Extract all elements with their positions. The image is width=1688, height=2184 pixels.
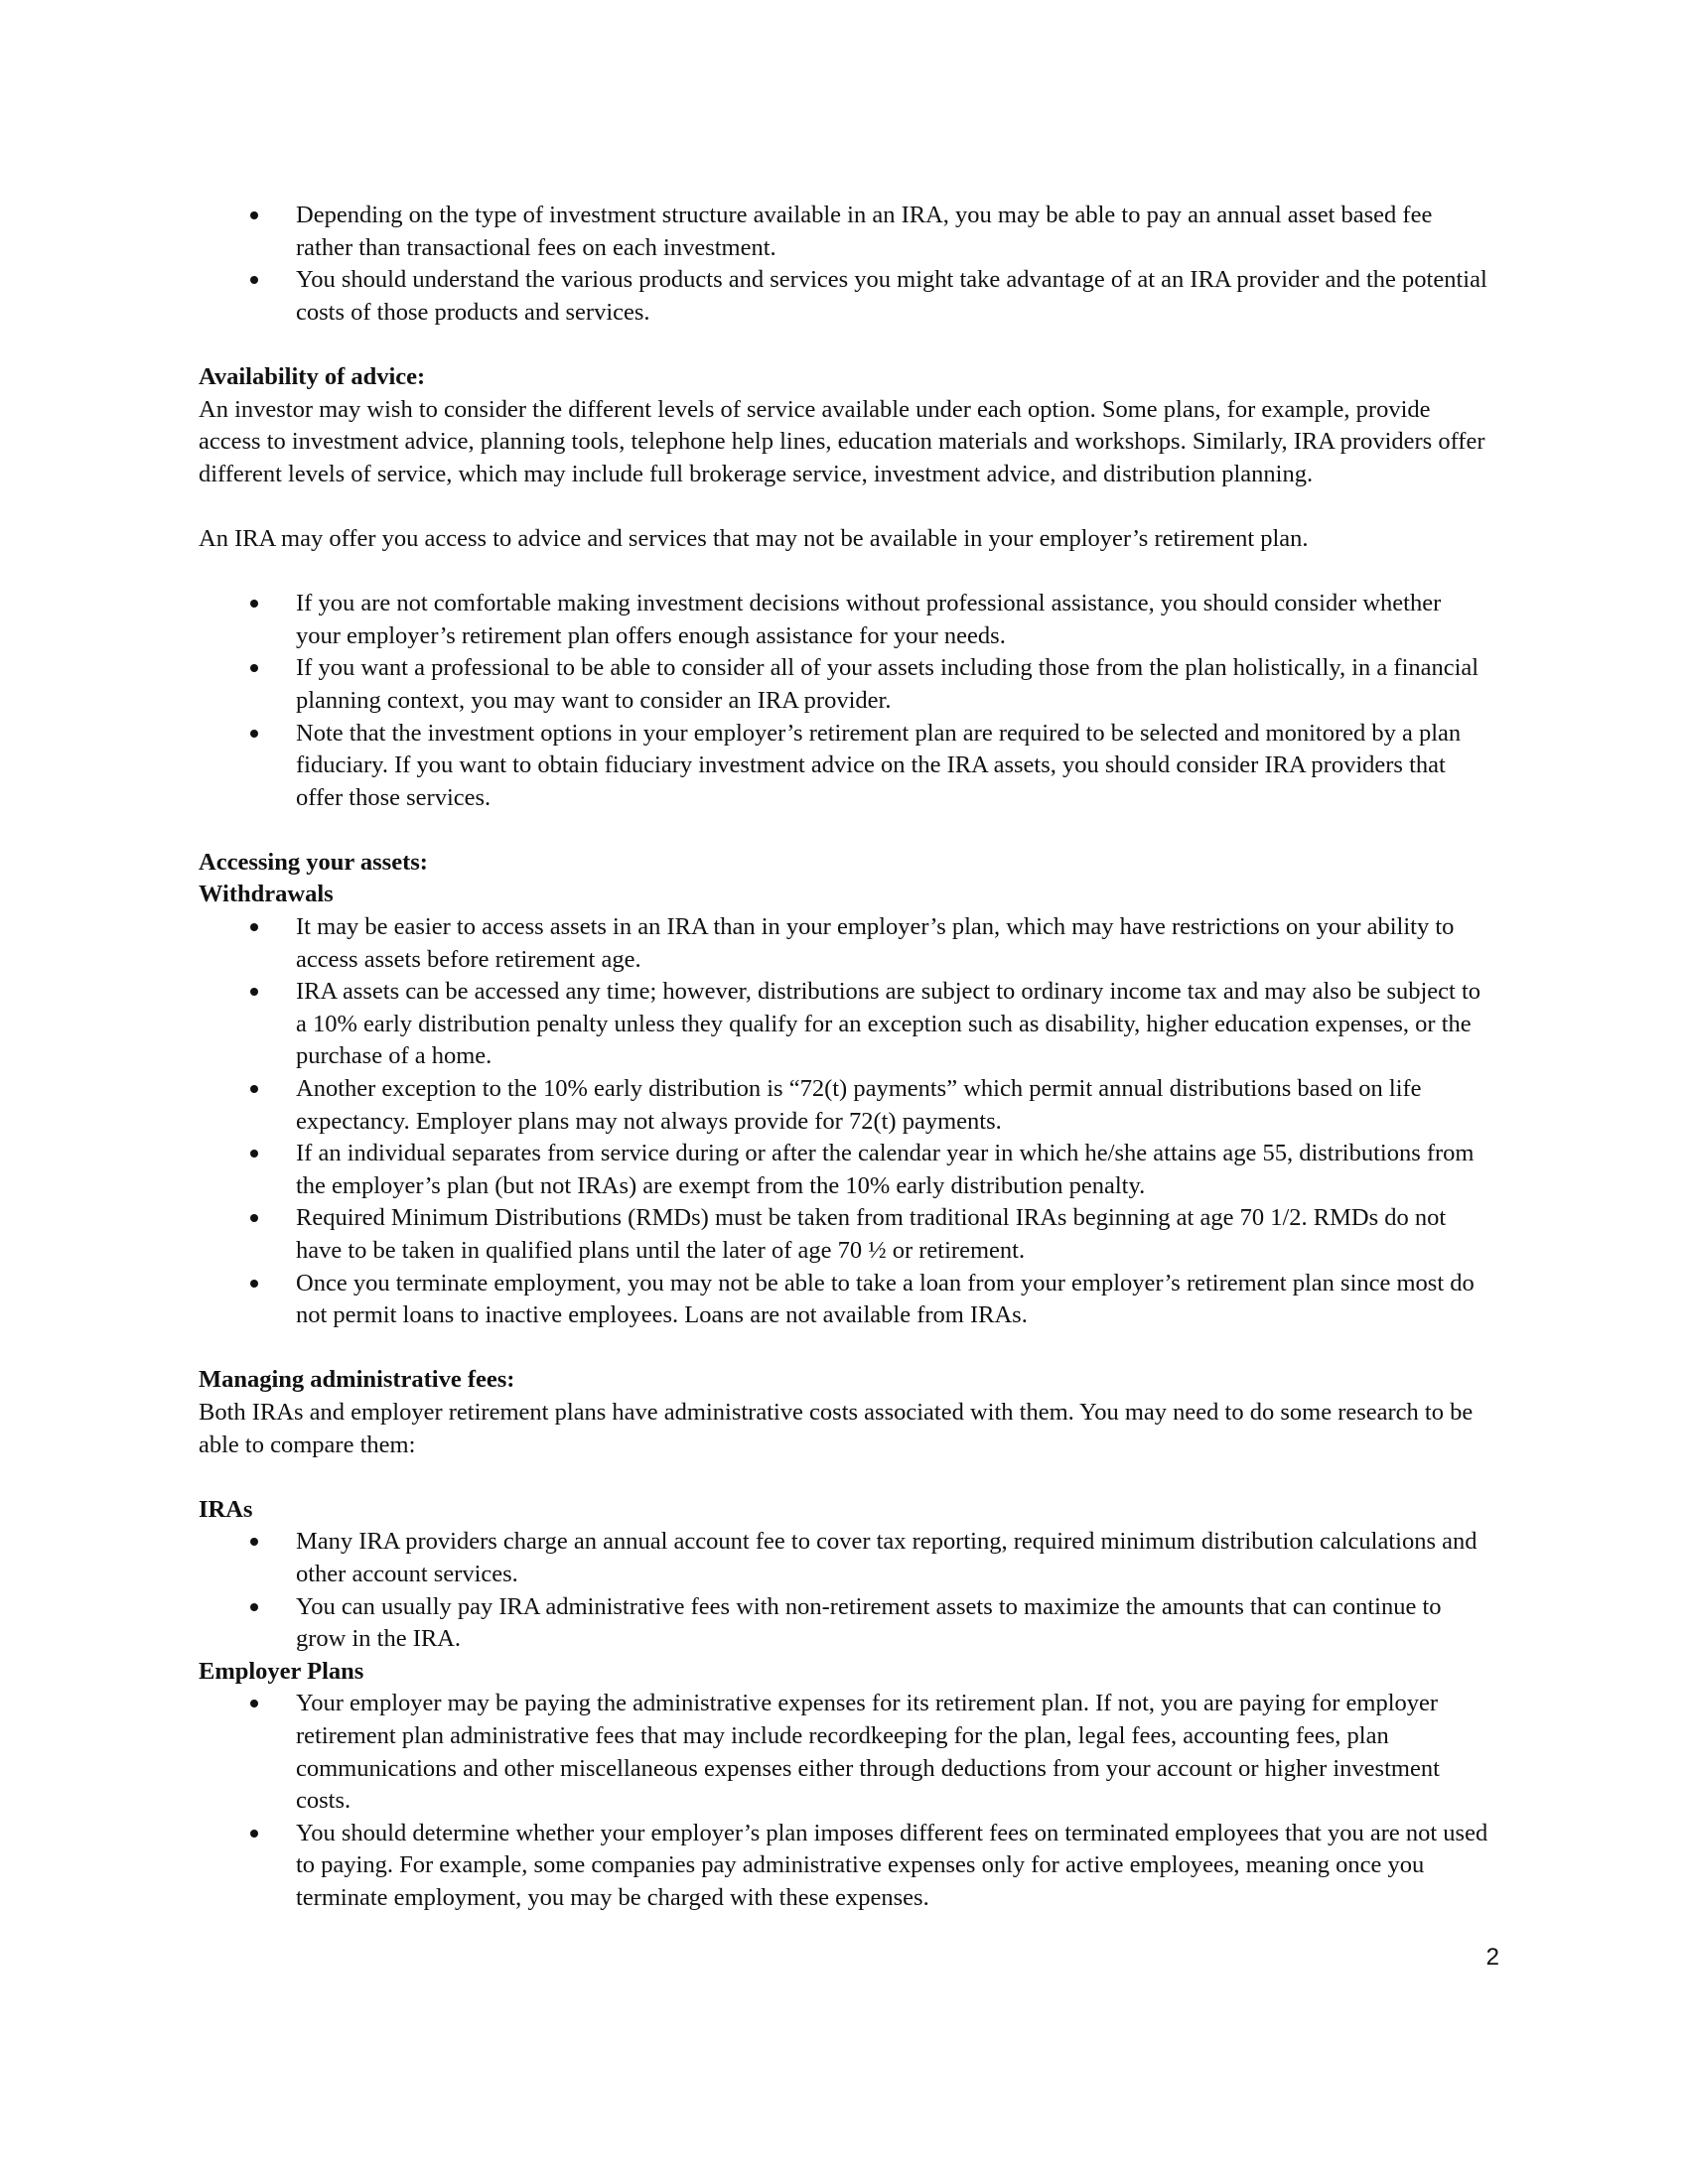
page-number: 2 <box>1485 1944 1499 1971</box>
list-item <box>199 718 1489 815</box>
advice-paragraph: An investor may wish to consider the different levels of service available under each option. Some plans, for example, provide access to investment advice, planning tools, telephone help lines, education materials and workshops. Similarly, IRA providers offer different levels of service, which may include full brokerage service, investment advice, and distribution planning. <box>199 395 1485 487</box>
list-item <box>199 652 1489 717</box>
advice-ira-paragraph: An IRA may offer you access to advice and services that may not be available in your employer’s retirement plan. <box>199 524 1309 552</box>
list-item <box>199 200 1489 264</box>
withdrawals-subheading: Withdrawals <box>199 881 334 908</box>
employer-plans-subheading: Employer Plans <box>199 1657 364 1685</box>
bullet-icon <box>250 730 258 738</box>
withdrawals-bullet-list <box>199 911 1489 1332</box>
iras-bullet-list <box>199 1526 1489 1655</box>
bullet-icon <box>250 664 258 672</box>
list-item-text: Depending on the type of investment structure available in an IRA, you may be able to pay an annual asset based fee rather than transactional fees on each investment. <box>296 202 1433 261</box>
bullet-icon <box>250 1280 258 1288</box>
list-item <box>199 1688 1489 1817</box>
list-item <box>199 1268 1489 1332</box>
list-item <box>199 976 1489 1073</box>
bullet-icon <box>250 1085 258 1093</box>
list-item <box>199 588 1489 652</box>
list-item <box>199 911 1489 976</box>
list-item-text: If you are not comfortable making investment decisions without professional assistance, you should consider whether your employer’s retirement plan offers enough assistance for your needs. <box>296 590 1442 649</box>
assets-heading: Accessing your assets: <box>199 848 428 876</box>
document-page <box>199 200 1489 1914</box>
iras-subheading: IRAs <box>199 1495 253 1523</box>
list-item-text: You should determine whether your employer’s plan imposes different fees on terminated employees that you are not used to paying. For example, some companies pay administrative expenses only for active employees, meaning once you terminate employment, you may be charged with these expenses. <box>296 1819 1488 1911</box>
list-item-text: Note that the investment options in your employer’s retirement plan are required to be selected and monitored by a plan fiduciary. If you want to obtain fiduciary investment advice on the IRA assets, you should consider IRA providers that offer those services. <box>296 719 1462 811</box>
advice-heading: Availability of advice: <box>199 362 426 390</box>
bullet-icon <box>250 1603 258 1611</box>
bullet-icon <box>250 988 258 996</box>
bullet-icon <box>250 923 258 931</box>
list-item-text: If an individual separates from service during or after the calendar year in which he/she attains age 55, distributions from the employer’s plan (but not IRAs) are exempt from the 10% early distribution penalty. <box>296 1140 1475 1199</box>
list-item-text: Required Minimum Distributions (RMDs) must be taken from traditional IRAs beginning at age 70 1/2. RMDs do not have to be taken in qualified plans until the later of age 70 ½ or retirement. <box>296 1204 1447 1264</box>
list-item <box>199 264 1489 329</box>
bullet-icon <box>250 1150 258 1158</box>
list-item-text: You should understand the various products and services you might take advantage of at an IRA provider and the potential costs of those products and services. <box>296 266 1487 326</box>
list-item-text: You can usually pay IRA administrative fees with non-retirement assets to maximize the amounts that can continue to grow in the IRA. <box>296 1592 1442 1653</box>
list-item-text: Many IRA providers charge an annual account fee to cover tax reporting, required minimum distribution calculations and other account services. <box>296 1528 1477 1587</box>
intro-bullet-list <box>199 200 1489 329</box>
bullet-icon <box>250 211 258 219</box>
list-item <box>199 1818 1489 1915</box>
list-item-text: IRA assets can be accessed any time; however, distributions are subject to ordinary income tax and may also be subject to a 10% early distribution penalty unless they qualify for an exception such as disability, higher education expenses, or the purchase of a home. <box>296 978 1481 1070</box>
fees-paragraph: Both IRAs and employer retirement plans have administrative costs associated with them. You may need to do some research to be able to compare them: <box>199 1398 1474 1458</box>
bullet-icon <box>250 1700 258 1707</box>
list-item <box>199 1591 1489 1656</box>
list-item <box>199 1526 1489 1590</box>
bullet-icon <box>250 1538 258 1546</box>
list-item-text: Your employer may be paying the administrative expenses for its retirement plan. If not, you are paying for employer retirement plan administrative fees that may include recordkeeping for the plan, legal fees, accounting fees, plan communications and other miscellaneous expenses either through deductions from your account or higher investment costs. <box>296 1690 1440 1815</box>
advice-bullet-list <box>199 588 1489 814</box>
bullet-icon <box>250 276 258 284</box>
bullet-icon <box>250 1830 258 1838</box>
list-item <box>199 1138 1489 1202</box>
bullet-icon <box>250 1214 258 1222</box>
list-item-text: It may be easier to access assets in an IRA than in your employer’s plan, which may have restrictions on your ability to access assets before retirement age. <box>296 913 1455 973</box>
list-item <box>199 1073 1489 1138</box>
list-item <box>199 1202 1489 1267</box>
list-item-text: Another exception to the 10% early distribution is “72(t) payments” which permit annual distributions based on life expectancy. Employer plans may not always provide for 72(t) payments. <box>296 1075 1422 1135</box>
employer-plans-bullet-list <box>199 1688 1489 1914</box>
list-item-text: If you want a professional to be able to consider all of your assets including those from the plan holistically, in a financial planning context, you may want to consider an IRA provider. <box>296 654 1479 714</box>
fees-heading: Managing administrative fees: <box>199 1366 515 1394</box>
list-item-text: Once you terminate employment, you may not be able to take a loan from your employer’s retirement plan since most do not permit loans to inactive employees. Loans are not available from IRAs. <box>296 1269 1475 1329</box>
bullet-icon <box>250 600 258 608</box>
